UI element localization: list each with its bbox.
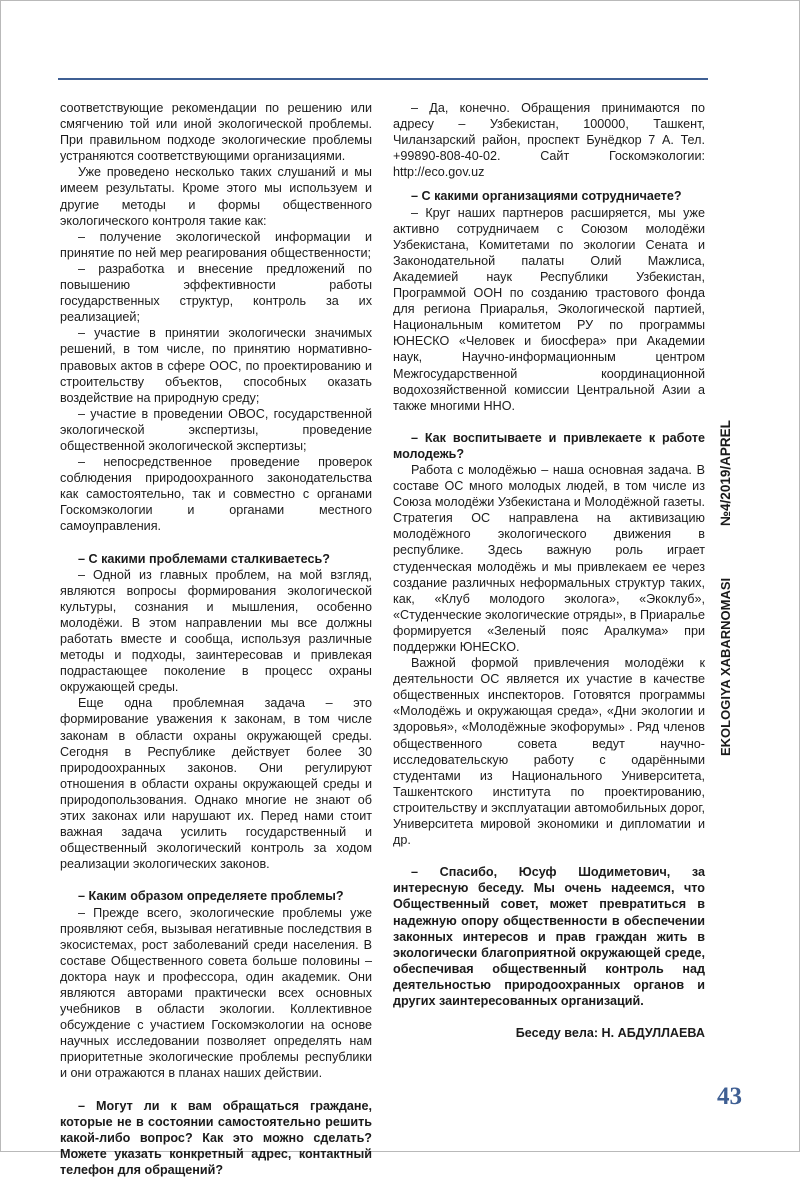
interview-question: – Могут ли к вам обращаться граждане, которые не в состоянии самостоятельно решить какой-либо вопрос? Как это можно сделать? Можете указать конкретный адрес, контактный телефон для обращений? — [60, 1098, 372, 1177]
journal-name: EKOLOGIYA XABARNOMASI — [718, 577, 733, 756]
paragraph: – Одной из главных проблем, на мой взгляд, являются вопросы формирования экологической культуры, сознания и мышления, особенно молодёжи. В этом направлении мы все должны работать вместе и сообща, используя различные методы и подходы, заинтересовав и привлекая подрастающее поколение в процесс охраны окружающей среды. — [60, 567, 372, 695]
issue-label: №4/2019/APREL — [718, 420, 733, 526]
paragraph: Уже проведено несколько таких слушаний и мы имеем результаты. Кроме этого мы используем и другие методы и формы общественного экологического контроля такие как: — [60, 165, 372, 228]
left-column — [60, 100, 372, 1178]
paragraph: – Да, конечно. Обращения принимаются по адресу – Узбекистан, 100000, Ташкент, Чиланзарский район, проспект Бунёдкор 7 А. Тел. +99890-808-40-02. Сайт Госкомэкологии: http://eco.gov.uz — [393, 101, 705, 180]
closing-remark: – Спасибо, Юсуф Шодиметович, за интересную беседу. Мы очень надеемся, что Общественный совет, может превратиться в надежную опору общественности в обеспечении законных интересов и прав граждан жить в экологически благоприятной окружающей среде, обеспечивая общественный контроль над деятельностью природоохранных органов и других заинтересованных организаций. — [393, 865, 705, 1008]
author-signature: Беседу вела: Н. АБДУЛЛАЕВА — [515, 1026, 705, 1041]
right-column — [393, 100, 705, 1041]
paragraph: – Прежде всего, экологические проблемы уже проявляют себя, вызывая негативные последствия в экосистемах, рост заболеваний среди населения. В составе Общественного совета больше половины – доктора наук и профессора, один академик. Они являются авторами практически всех основных учебников в области экологии. Коллективное обсуждение с участием Госкомэкологии на основе научных исследовании позволяет определять нам приоритетные экологические проблемы республики и они отражаются в планах наших действии. — [60, 905, 372, 1081]
paragraph: Работа с молодёжью – наша основная задача. В составе ОС много молодых людей, в том числе из Союза молодёжи Узбекистана и Молодёжной газеты. Стратегия ОС направлена на активизацию молодёжного экологического движения в республике. Здесь важную роль играет студенческая молодёжь и мы привлекаем ее через создание различных неформальных структур таких, как, «Клуб молодого эколога», «Экоклуб», «Студенческие экологические отряды», в Приаралье формируется «Зеленый пояс Аралкума» при поддержки ЮНЕСКО. — [393, 462, 705, 654]
list-item: – участие в принятии экологически значимых решений, в том числе, по принятию нормативно-правовых актов в сфере ООС, по проектированию и строительству объектов, способных оказать воздействие на природную среду; — [60, 326, 372, 405]
paragraph: соответствующие рекомендации по решению или смягчению той или иной экологической проблемы. При правильном подходе экологические проблемы устраняются соответствующими организациями. — [60, 101, 372, 164]
paragraph: Еще одна проблемная задача – это формирование уважения к законам, в том числе законам в области охраны окружающей среды. Сегодня в Республике действует более 30 природоохранных законов. Они регулируют отношения в области охраны окружающей среды и природопользования. Однако многие не знают об этих законах или нарушают их. Перед нами стоит важная задача усилить государственный и общественный экологический контроль за ходом реализации экологических законов. — [60, 696, 372, 872]
interview-question: – С какими проблемами сталкиваетесь? — [78, 551, 330, 566]
interview-question: – Каким образом определяете проблемы? — [78, 889, 344, 904]
list-item: – непосредственное проведение проверок соблюдения природоохранного законодательства как самостоятельно, так и совместно с органами Госкомэкологии и органами местного самоуправления. — [60, 455, 372, 534]
paragraph: – Круг наших партнеров расширяется, мы уже активно сотрудничаем с Союзом молодёжи Узбекистана, Комитетами по экологии Сената и Законодательной палаты Олий Мажлиса, Академией наук Республики Узбекистан, Программой ООН по созданию трастового фонда для региона Приаралья, Экологической партией, Национальным комитетом РУ по программы ЮНЕСКО «Человек и биосфера» при Академии наук, Научно-информационным центром Межгосударственной координационной водохозяйственной комиссии Центральной Азии а также многими ННО. — [393, 205, 705, 413]
header-rule — [58, 78, 708, 80]
interview-question: – С какими организациями сотрудничаете? — [411, 189, 682, 204]
list-item: – разработка и внесение предложений по повышению эффективности работы государственных структур, контроль за их реализацией; — [60, 261, 372, 325]
interview-question: – Как воспитываете и привлекаете к работе молодежь? — [393, 430, 705, 461]
list-item: – получение экологической информации и принятие по ней мер реагирования общественности; — [60, 229, 372, 260]
page-number: 43 — [717, 1083, 742, 1110]
list-item: – участие в проведении ОВОС, государственной экологической экспертизы, проведение общественной экологической экспертизы; — [60, 406, 372, 453]
paragraph: Важной формой привлечения молодёжи к деятельности ОС является их участие в качестве общественных инспекторов. Готовятся программы «Молодёжь и окружающая среда», «Дни экологии и здоровья», «Молодёжные экофорумы» . Ряд членов общественного совета ведут научно-исследовательскую работу с одарёнными студентами из Национального Университета, Ташкентского института по проектированию, строительству и эксплуатации автомобильных дорог, Университета мировой экономики и дипломатии и др. — [393, 656, 705, 848]
